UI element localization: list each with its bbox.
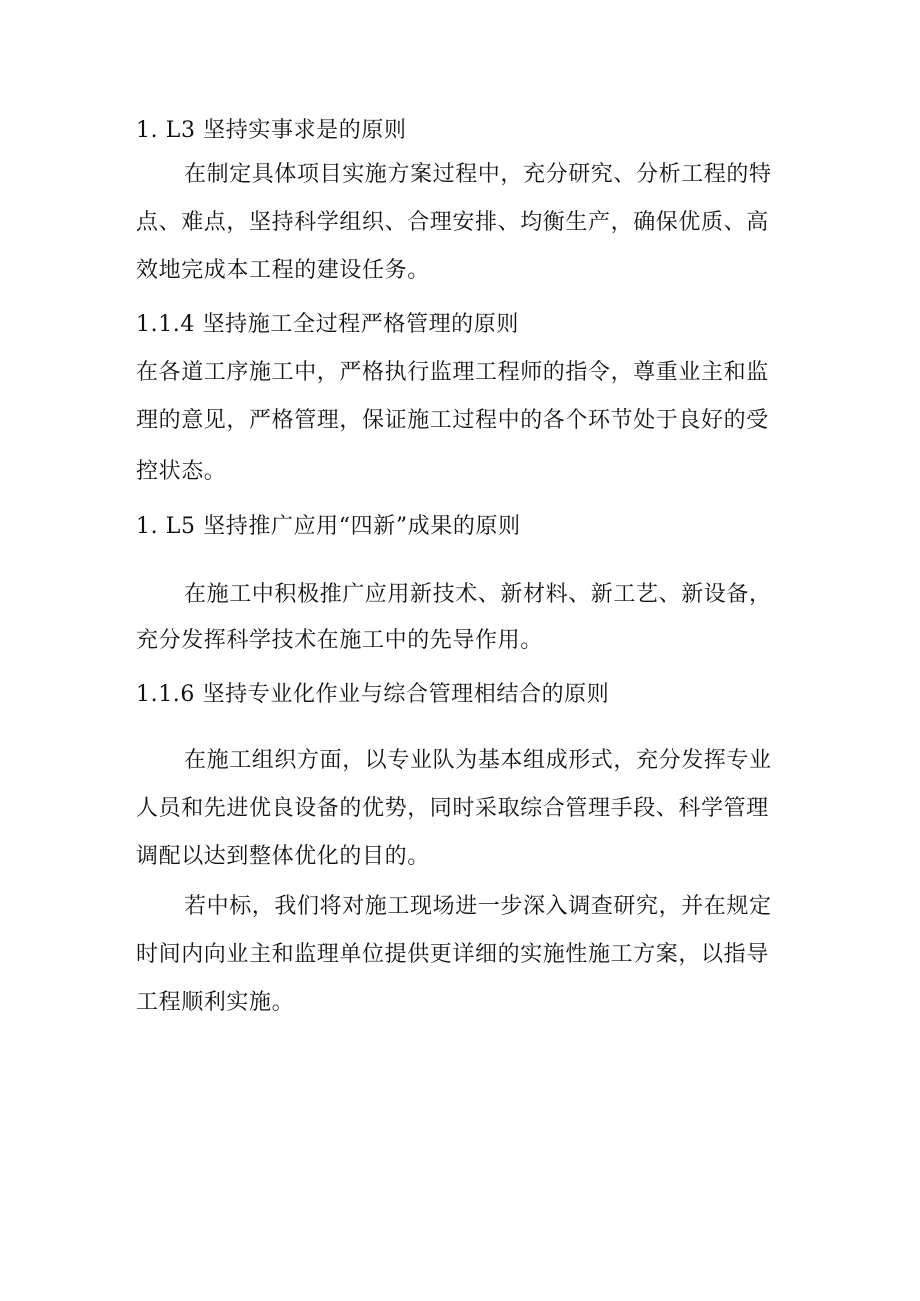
paragraph-line: 控状态。: [136, 459, 227, 484]
section-heading-1-1-4: 1.1.4 坚持施工全过程严格管理的原则: [136, 312, 519, 337]
paragraph-line: 调配以达到整体优化的目的。: [136, 844, 430, 869]
paragraph-line: 若中标，我们将对施工现场进一步深入调查研究，并在规定: [184, 894, 772, 919]
paragraph-line: 人员和先进优良设备的优势，同时采取综合管理手段、科学管理: [136, 796, 769, 821]
section-heading-1-1-5: 1. L5 坚持推广应用“四新”成果的原则: [136, 514, 521, 539]
paragraph-line: 点、难点，坚持科学组织、合理安排、均衡生产，确保优质、高: [136, 210, 769, 235]
paragraph-line: 理的意见，严格管理，保证施工过程中的各个环节处于良好的受: [136, 408, 769, 433]
section-heading-1-1-6: 1.1.6 坚持专业化作业与综合管理相结合的原则: [136, 682, 610, 707]
paragraph-line: 效地完成本工程的建设任务。: [136, 258, 430, 283]
section-heading-1-1-3: 1. L3 坚持实事求是的原则: [136, 118, 407, 143]
paragraph-line: 工程顺利实施。: [136, 990, 295, 1015]
paragraph-line: 充分发挥科学技术在施工中的先导作用。: [136, 628, 543, 653]
paragraph-line: 时间内向业主和监理单位提供更详细的实施性施工方案，以指导: [136, 942, 769, 967]
paragraph-line: 在施工中积极推广应用新技术、新材料、新工艺、新设备，: [184, 582, 772, 607]
paragraph-line: 在制定具体项目实施方案过程中，充分研究、分析工程的特: [184, 162, 772, 187]
paragraph-line: 在各道工序施工中，严格执行监理工程师的指令，尊重业主和监: [136, 360, 769, 385]
paragraph-line: 在施工组织方面，以专业队为基本组成形式，充分发挥专业: [184, 748, 772, 773]
